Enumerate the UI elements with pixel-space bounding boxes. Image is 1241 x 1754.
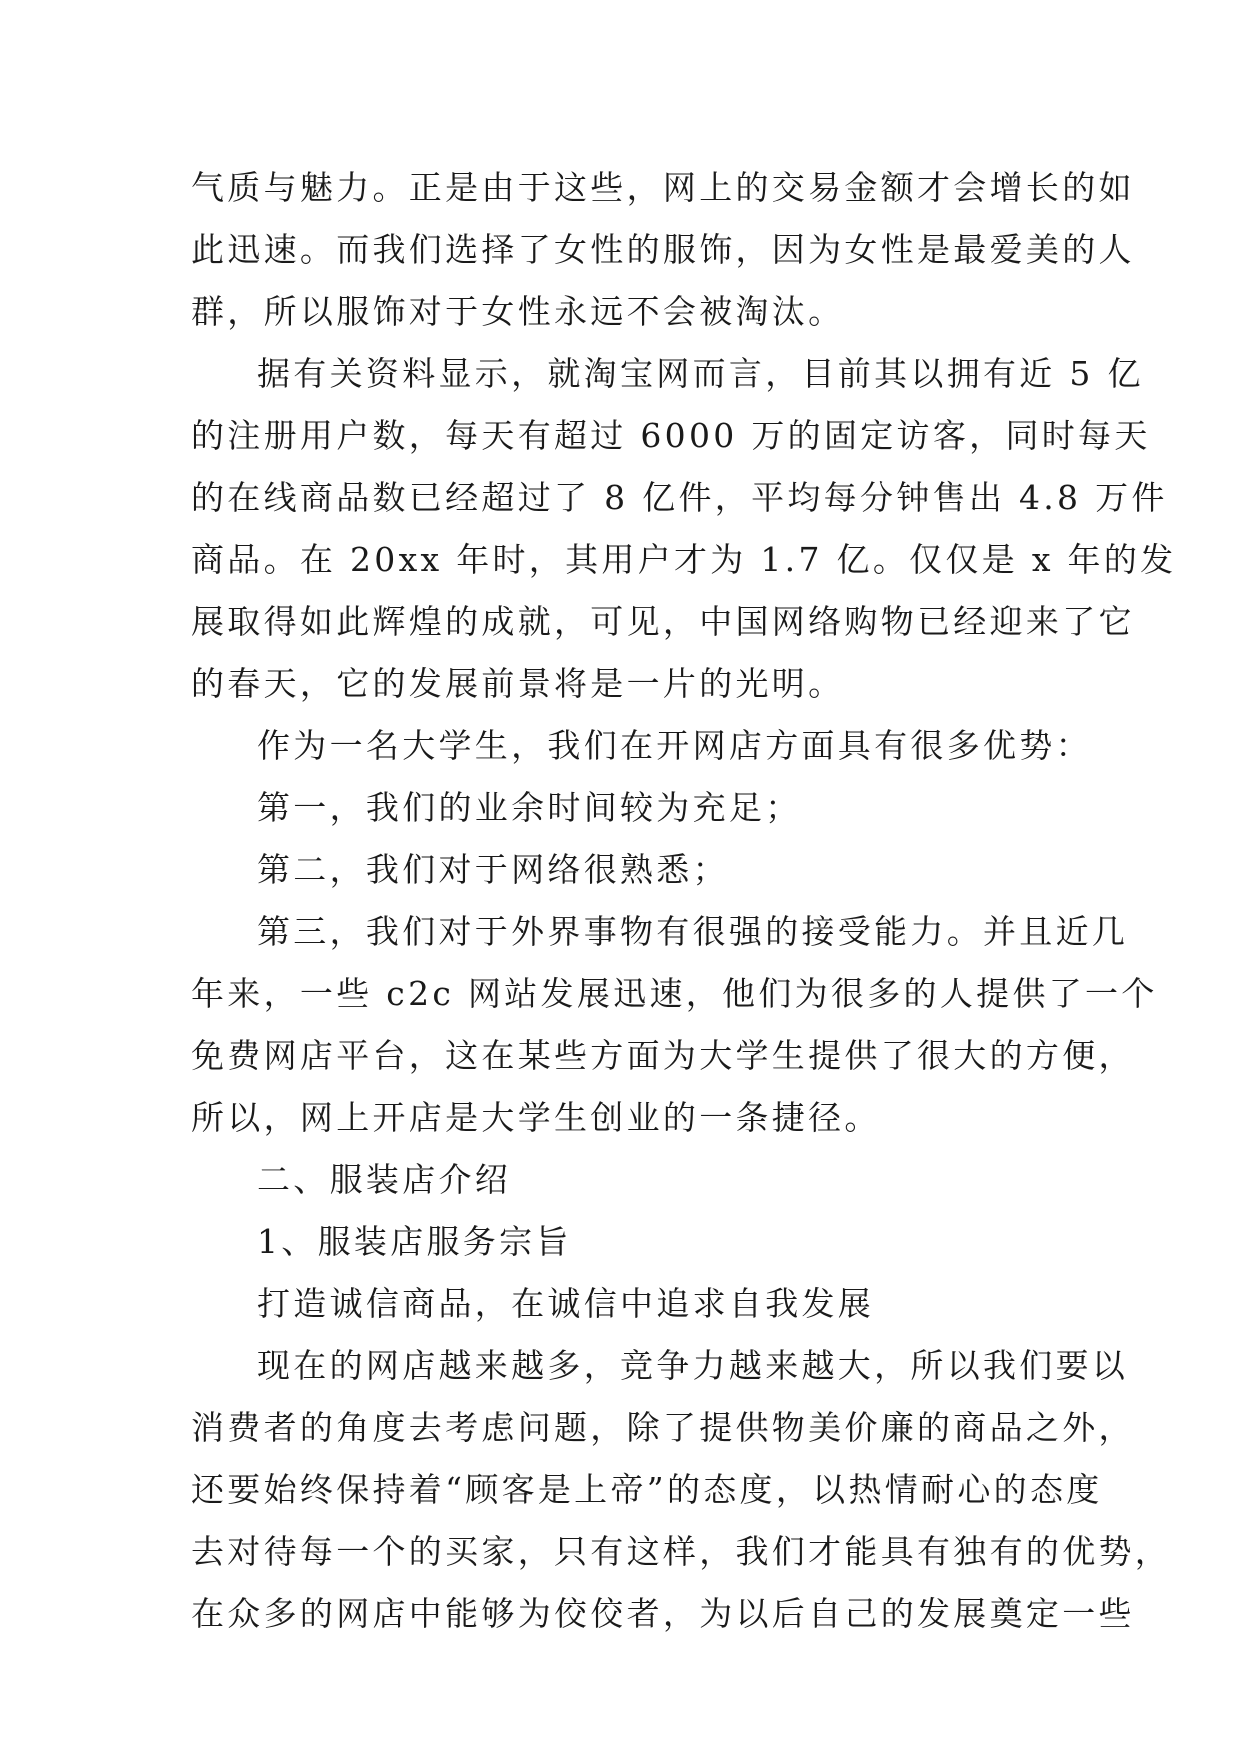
text-line-22: 还要始终保持着“顾客是上帝”的态度，以热情耐心的态度 [191, 1470, 1103, 1509]
text-line-23: 去对待每一个的买家，只有这样，我们才能具有独有的优势， [191, 1532, 1172, 1571]
text-line-2: 此迅速。而我们选择了女性的服饰，因为女性是最爱美的人 [191, 230, 1135, 269]
text-line-14: 年来，一些 c2c 网站发展迅速，他们为很多的人提供了一个 [191, 974, 1158, 1013]
text-line-24: 在众多的网店中能够为佼佼者，为以后自己的发展奠定一些 [191, 1594, 1135, 1633]
text-line-11: 第一，我们的业余时间较为充足； [257, 788, 802, 827]
text-line-9: 的春天，它的发展前景将是一片的光明。 [191, 664, 845, 703]
text-line-8: 展取得如此辉煌的成就，可见，中国网络购物已经迎来了它 [191, 602, 1135, 641]
text-line-5: 的注册用户数，每天有超过 6000 万的固定访客，同时每天 [191, 416, 1151, 455]
subsection-heading: 1、服装店服务宗旨 [257, 1222, 572, 1261]
text-line-15: 免费网店平台，这在某些方面为大学生提供了很大的方便， [191, 1036, 1135, 1075]
text-line-16: 所以，网上开店是大学生创业的一条捷径。 [191, 1098, 881, 1137]
section-heading: 二、服装店介绍 [257, 1160, 512, 1199]
text-line-19: 打造诚信商品，在诚信中追求自我发展 [257, 1284, 875, 1323]
text-line-3: 群，所以服饰对于女性永远不会被淘汰。 [191, 292, 845, 331]
text-line-20: 现在的网店越来越多，竞争力越来越大，所以我们要以 [257, 1346, 1129, 1385]
text-line-10: 作为一名大学生，我们在开网店方面具有很多优势： [257, 726, 1092, 765]
text-line-7: 商品。在 20xx 年时，其用户才为 1.7 亿。仅仅是 x 年的发 [191, 540, 1177, 579]
text-line-21: 消费者的角度去考虑问题，除了提供物美价廉的商品之外， [191, 1408, 1135, 1447]
text-line-1: 气质与魅力。正是由于这些，网上的交易金额才会增长的如 [191, 168, 1135, 207]
document-body [191, 157, 1177, 1645]
text-line-13: 第三，我们对于外界事物有很强的接受能力。并且近几 [257, 912, 1129, 951]
text-line-4: 据有关资料显示，就淘宝网而言，目前其以拥有近 5 亿 [257, 354, 1144, 393]
text-line-6: 的在线商品数已经超过了 8 亿件，平均每分钟售出 4.8 万件 [191, 478, 1168, 517]
text-line-12: 第二，我们对于网络很熟悉； [257, 850, 729, 889]
